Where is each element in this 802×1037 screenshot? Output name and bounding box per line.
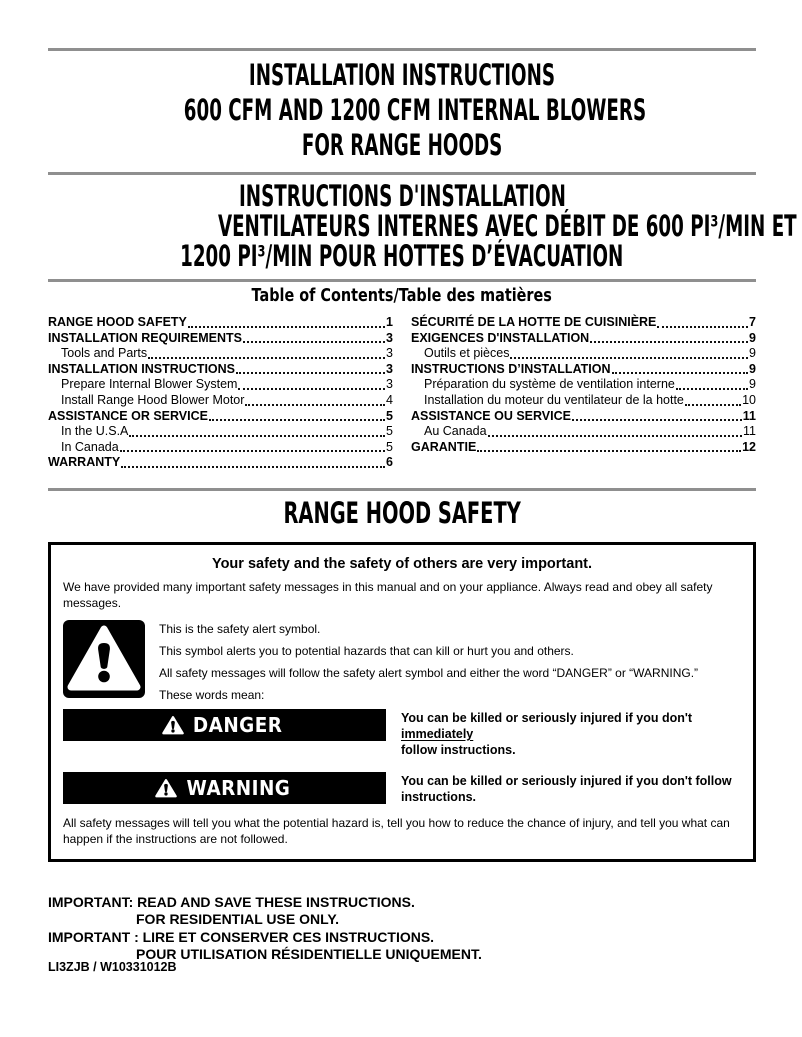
title-line xyxy=(48,209,797,243)
toc-item xyxy=(48,346,393,362)
toc-item xyxy=(411,346,756,362)
title-line-text: 600 CFM AND 1200 CFM INTERNAL BLOWERS xyxy=(183,93,647,127)
toc-page-number: 3 xyxy=(386,346,393,361)
toc-label: Install Range Hood Blower Motor xyxy=(61,392,245,407)
toc-dot-leader xyxy=(238,388,385,390)
toc-page-number: 3 xyxy=(386,330,393,345)
toc-page-number: 3 xyxy=(386,377,393,392)
section-title-text: RANGE HOOD SAFETY xyxy=(283,495,521,530)
toc-label: Installation du moteur du ventilateur de la hotte xyxy=(424,392,684,407)
safety-alert-text-line: This symbol alerts you to potential hazards that can kill or hurt you and others. xyxy=(159,643,574,658)
warning-row xyxy=(63,772,741,805)
toc-item xyxy=(48,362,393,378)
toc-left-column xyxy=(48,315,393,471)
danger-description xyxy=(401,709,741,758)
toc-dot-leader xyxy=(188,326,385,328)
banner-description-line xyxy=(401,742,741,758)
toc-label: INSTRUCTIONS D’INSTALLATION xyxy=(411,361,611,376)
banner-description-line xyxy=(401,773,741,789)
toc-page-number: 1 xyxy=(386,315,393,329)
toc-item xyxy=(411,315,756,331)
toc-label: In Canada xyxy=(61,439,119,454)
toc-item xyxy=(411,377,756,393)
toc-dot-leader xyxy=(243,341,385,343)
toc-label: Préparation du système de ventilation interne xyxy=(424,377,675,392)
safety-intro: We have provided many important safety messages in this manual and on your appliance. Always read and obey all safety messages. xyxy=(63,579,713,610)
toc-label: WARRANTY xyxy=(48,455,121,470)
footer-part-number: LI3ZJB / W10331012B xyxy=(48,960,177,974)
title-divider xyxy=(48,172,756,175)
safety-headline: Your safety and the safety of others are very important. xyxy=(211,555,593,572)
title-line-text: INSTRUCTIONS D'INSTALLATION xyxy=(238,179,566,213)
toc-dot-leader xyxy=(590,341,748,343)
toc-page-number: 9 xyxy=(749,361,756,376)
toc-label: INSTALLATION INSTRUCTIONS xyxy=(48,361,236,376)
toc-dot-leader xyxy=(510,357,748,359)
warning-description xyxy=(401,772,741,805)
toc-label: ASSISTANCE OU SERVICE xyxy=(411,408,571,423)
toc-dot-leader xyxy=(245,404,385,406)
toc-label: Au Canada xyxy=(424,424,487,439)
toc-dot-leader xyxy=(657,326,748,328)
toc-item xyxy=(48,424,393,440)
toc-item xyxy=(48,440,393,456)
important-notice xyxy=(48,894,756,964)
toc-label: RANGE HOOD SAFETY xyxy=(48,315,187,329)
title-line xyxy=(48,58,756,93)
toc-label: In the U.S.A xyxy=(61,424,129,439)
toc-page-number: 5 xyxy=(386,408,393,423)
toc-right-column xyxy=(411,315,756,471)
safety-alert-text xyxy=(159,620,698,703)
important-line: IMPORTANT : LIRE ET CONSERVER CES INSTRUCTIONS. xyxy=(48,928,435,945)
safety-alert-text-line: These words mean: xyxy=(159,687,265,702)
toc-label: EXIGENCES D'INSTALLATION xyxy=(411,330,590,345)
toc-label: INSTALLATION REQUIREMENTS xyxy=(48,330,242,345)
banner-description-line xyxy=(401,710,741,742)
toc-label: Outils et pièces xyxy=(424,346,510,361)
toc-item xyxy=(411,440,756,456)
triangle-exclamation-icon xyxy=(162,715,184,735)
toc-page-number: 3 xyxy=(386,361,393,376)
safety-alert-text-line: All safety messages will follow the safety alert symbol and either the word “DANGER” or “WARNING.” xyxy=(159,665,699,680)
safety-outro: All safety messages will tell you what the potential hazard is, tell you how to reduce the chance of injury, and tell you what can happen if the instructions are not followed. xyxy=(63,815,730,846)
danger-banner xyxy=(63,709,386,741)
title-line-text: VENTILATEURS INTERNES AVEC DÉBIT DE 600 PI³/MIN ET xyxy=(217,209,797,243)
top-divider xyxy=(48,48,756,51)
toc-dot-leader xyxy=(148,357,385,359)
toc-page-number: 5 xyxy=(386,424,393,439)
banner-description-text: You can be killed or seriously injured if you don't xyxy=(401,710,692,725)
toc-item xyxy=(411,331,756,347)
toc-item xyxy=(411,362,756,378)
important-line: FOR RESIDENTIAL USE ONLY. xyxy=(136,911,340,928)
toc-item xyxy=(48,393,393,409)
toc-page-number: 6 xyxy=(386,455,393,470)
toc-item xyxy=(411,393,756,409)
toc-dot-leader xyxy=(676,388,748,390)
triangle-exclamation-icon xyxy=(155,778,177,798)
toc-dot-leader xyxy=(488,435,742,437)
toc-item xyxy=(48,315,393,331)
safety-alert-symbol-row xyxy=(63,620,741,703)
danger-row xyxy=(63,709,741,758)
title-line-text: 1200 PI³/MIN POUR HOTTES D’ÉVACUATION xyxy=(180,239,624,273)
banner-description-underlined: immediately xyxy=(401,726,474,741)
toc-dot-leader xyxy=(236,372,385,374)
banner-description-text: follow instructions. xyxy=(401,742,516,757)
toc-page-number: 5 xyxy=(386,439,393,454)
warning-label: WARNING xyxy=(186,775,290,800)
toc-dot-leader xyxy=(209,419,385,421)
toc-label: ASSISTANCE OR SERVICE xyxy=(48,408,208,423)
safety-notice-box xyxy=(48,542,756,862)
toc-page-number: 7 xyxy=(749,315,756,329)
toc-page-number: 11 xyxy=(742,408,756,423)
important-line: IMPORTANT: READ AND SAVE THESE INSTRUCTIONS. xyxy=(48,893,415,910)
banner-description-text: You can be killed or seriously injured if you don't follow xyxy=(401,773,732,788)
toc-dot-leader xyxy=(121,466,385,468)
toc-page-number: 9 xyxy=(749,346,756,361)
banner-description-text: instructions. xyxy=(401,789,477,804)
toc-item xyxy=(411,409,756,425)
title-line-text: FOR RANGE HOODS xyxy=(301,128,503,162)
toc-dot-leader xyxy=(685,404,741,406)
banner-description-line xyxy=(401,789,741,805)
toc-label: SÉCURITÉ DE LA HOTTE DE CUISINIÈRE xyxy=(411,315,657,329)
toc-title xyxy=(48,286,756,306)
toc-divider xyxy=(48,279,756,282)
section-title-range-hood-safety xyxy=(48,496,756,531)
toc-item xyxy=(48,455,393,471)
important-line: POUR UTILISATION RÉSIDENTIELLE UNIQUEMENT. xyxy=(136,946,482,963)
title-english xyxy=(48,58,756,163)
toc-label: GARANTIE xyxy=(411,439,477,454)
toc-dot-leader xyxy=(120,450,385,452)
toc-page-number: 11 xyxy=(743,424,756,439)
toc-dot-leader xyxy=(129,435,385,437)
toc-label: Tools and Parts xyxy=(61,346,148,361)
safety-alert-text-line: This is the safety alert symbol. xyxy=(159,621,321,636)
title-line xyxy=(48,93,756,128)
title-french xyxy=(48,179,797,273)
toc-page-number: 10 xyxy=(742,392,756,407)
title-line xyxy=(48,241,756,271)
toc-page-number: 9 xyxy=(749,377,756,392)
table-of-contents xyxy=(48,315,756,471)
toc-item xyxy=(48,377,393,393)
warning-banner xyxy=(63,772,386,804)
title-line xyxy=(48,128,756,163)
toc-page-number: 4 xyxy=(386,392,393,407)
toc-page-number: 12 xyxy=(742,439,756,454)
toc-title-text: Table of Contents/Table des matières xyxy=(251,285,553,306)
toc-item xyxy=(48,331,393,347)
title-line xyxy=(48,181,756,211)
toc-dot-leader xyxy=(477,450,741,452)
toc-item xyxy=(411,424,756,440)
toc-page-number: 9 xyxy=(749,330,756,345)
danger-label: DANGER xyxy=(193,712,283,737)
toc-dot-leader xyxy=(612,372,749,374)
toc-dot-leader xyxy=(572,419,742,421)
toc-item xyxy=(48,409,393,425)
toc-label: Prepare Internal Blower System xyxy=(61,377,238,392)
safety-alert-triangle-icon xyxy=(63,620,145,698)
title-line-text: INSTALLATION INSTRUCTIONS xyxy=(248,58,556,92)
section-divider xyxy=(48,488,756,491)
